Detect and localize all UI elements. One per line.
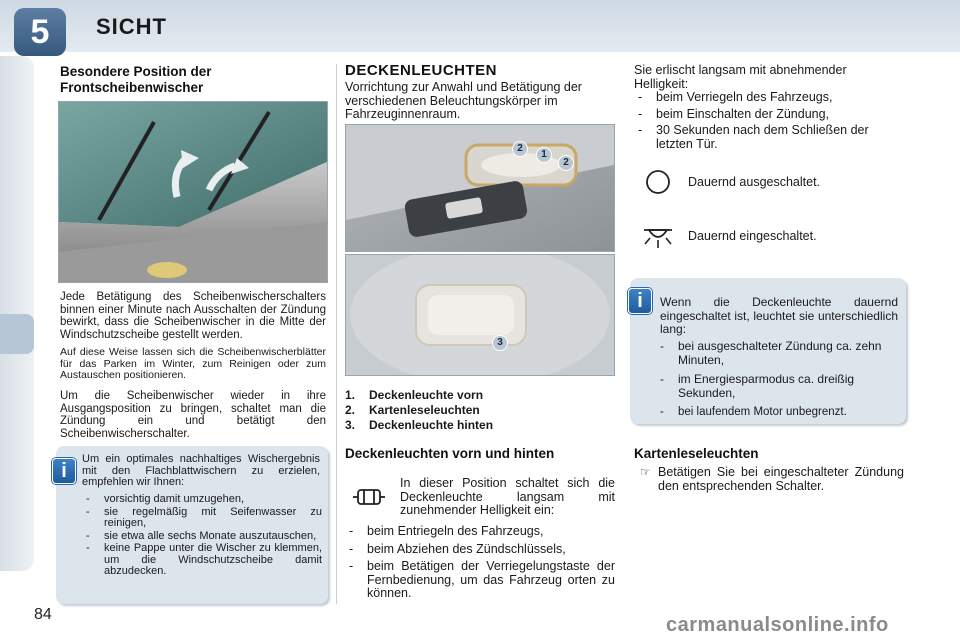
legend-number: 1. bbox=[345, 388, 356, 402]
rail-marker bbox=[0, 314, 34, 354]
legend-label: Deckenleuchte vorn bbox=[369, 388, 484, 402]
list-item: - sie etwa alle sechs Monate auszutauschen, bbox=[82, 531, 322, 543]
light-off-label: Dauernd ausgeschaltet. bbox=[688, 175, 821, 189]
info-icon: i bbox=[628, 288, 652, 314]
legend-item bbox=[345, 418, 615, 433]
list-item: - beim Verriegeln des Fahrzeugs, bbox=[634, 91, 906, 105]
wiper-info-intro: Um ein optimales nachhaltiges Wischergebnis mit den Flachblattwischern zu erzielen, empfehlen wir Ihnen: bbox=[82, 453, 320, 488]
rear-light-illustration bbox=[346, 255, 614, 375]
list-item: - sie regelmäßig mit Seifenwasser zu reinigen, bbox=[82, 507, 322, 530]
wiper-illustration bbox=[59, 102, 327, 282]
door-mode-text: In dieser Position schaltet sich die Deckenleuchte langsam mit zunehmender Helligkeit ein: bbox=[400, 476, 615, 517]
ceiling-light-photo-front bbox=[345, 124, 615, 252]
callout-marker: 1 bbox=[536, 147, 552, 163]
map-light-text: Betätigen Sie bei eingeschalteter Zündung den entsprechenden Schalter. bbox=[658, 465, 904, 493]
list-item: - 30 Sekunden nach dem Schließen der letzten Tür. bbox=[634, 124, 906, 151]
wiper-info-list bbox=[82, 494, 322, 579]
map-light-heading: Kartenleseleuchten bbox=[634, 446, 759, 461]
light-duration-list bbox=[656, 340, 900, 421]
legend-item bbox=[345, 388, 615, 403]
light-on-icon bbox=[640, 222, 676, 250]
list-item: - beim Abziehen des Zündschlüssels, bbox=[345, 543, 615, 557]
light-on-label: Dauernd eingeschaltet. bbox=[688, 229, 817, 243]
watermark: carmanualsonline.info bbox=[666, 614, 889, 636]
list-item: - im Energiesparmodus ca. dreißig Sekunden, bbox=[656, 373, 900, 400]
list-item: - beim Entriegeln des Fahrzeugs, bbox=[345, 525, 615, 539]
front-light-illustration bbox=[346, 125, 614, 251]
pointing-hand-icon: ☞ bbox=[640, 465, 651, 479]
list-item: - beim Einschalten der Zündung, bbox=[634, 108, 906, 122]
switch-off-intro: Sie erlischt langsam mit abnehmender Helligkeit: bbox=[634, 63, 847, 91]
switch-on-list bbox=[345, 525, 615, 602]
legend-label: Deckenleuchte hinten bbox=[369, 418, 494, 432]
legend-label: Kartenleseleuchten bbox=[369, 403, 480, 417]
column-divider bbox=[336, 64, 337, 604]
chapter-number-badge: 5 bbox=[14, 8, 66, 56]
left-margin-rail bbox=[0, 56, 34, 571]
list-item: - vorsichtig damit umzugehen, bbox=[82, 494, 322, 506]
section-intro: Vorrichtung zur Anwahl und Betätigung der verschiedenen Beleuchtungskörper im Fahrzeuginnenraum. bbox=[345, 80, 582, 121]
light-duration-intro: Wenn die Deckenleuchte dauernd eingeschaltet ist, leuchtet sie unterschiedlich lang: bbox=[660, 295, 898, 336]
switch-off-list bbox=[634, 91, 906, 152]
wiper-paragraph-2: Auf diese Weise lassen sich die Scheibenwischerblätter für das Parken im Winter, zum Reinigen oder zum Austauschen positionieren. bbox=[60, 346, 326, 381]
light-off-icon bbox=[644, 168, 672, 196]
wiper-paragraph-1: Jede Betätigung des Scheibenwischerschalters binnen einer Minute nach Ausschalten der Zündung bewirkt, dass die Scheibenwischer in die Mitte der Windschutzscheibe gestellt werden. bbox=[60, 291, 326, 341]
wiper-info-box bbox=[56, 446, 328, 604]
door-mode-icon bbox=[352, 484, 386, 510]
section-heading: DECKENLEUCHTEN bbox=[345, 62, 498, 79]
list-item: - bei laufendem Motor unbegrenzt. bbox=[656, 406, 900, 420]
page-title: SICHT bbox=[96, 14, 167, 39]
list-item: - keine Pappe unter die Wischer zu klemmen, um die Windschutzscheibe damit abzudecken. bbox=[82, 543, 322, 578]
callout-marker: 2 bbox=[558, 155, 574, 171]
legend-number: 2. bbox=[345, 403, 356, 417]
info-icon: i bbox=[52, 458, 76, 484]
ceiling-light-photo-rear bbox=[345, 254, 615, 376]
wiper-paragraph-3: Um die Scheibenwischer wieder in ihre Ausgangsposition zu bringen, schaltet man die Zündung ein und betätigt den Scheibenwischerschalter. bbox=[60, 390, 326, 440]
list-item: - beim Betätigen der Verriegelungstaste der Fernbedienung, um das Fahrzeug orten zu können. bbox=[345, 560, 615, 601]
callout-marker: 3 bbox=[492, 335, 508, 351]
legend-item bbox=[345, 403, 615, 418]
wiper-position-heading: Besondere Position der Frontscheibenwischer bbox=[60, 64, 212, 95]
page-number: 84 bbox=[34, 606, 52, 623]
light-duration-info-box bbox=[630, 278, 906, 424]
windscreen-wiper-photo bbox=[58, 101, 328, 283]
legend-number: 3. bbox=[345, 418, 356, 432]
callout-marker: 2 bbox=[512, 141, 528, 157]
light-legend bbox=[345, 388, 615, 433]
front-rear-light-heading: Deckenleuchten vorn und hinten bbox=[345, 446, 555, 461]
list-item: - bei ausgeschalteter Zündung ca. zehn Minuten, bbox=[656, 340, 900, 367]
